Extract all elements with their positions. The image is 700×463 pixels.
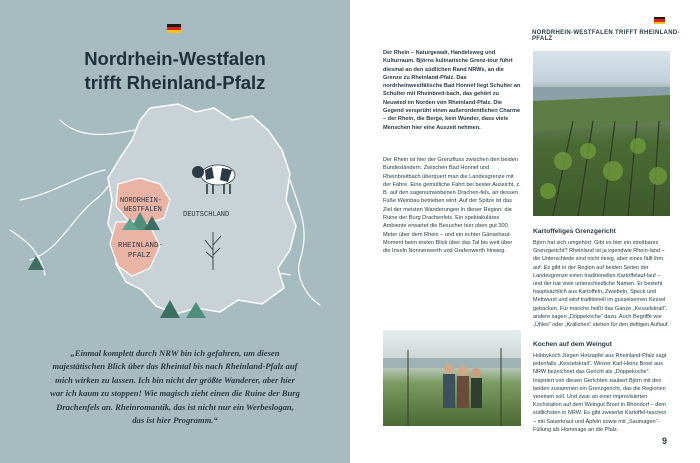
subheading-2: Kochen auf dem Weingut <box>533 341 613 348</box>
germany-map-illustration <box>0 100 350 330</box>
map-label-rp-2: PFALZ <box>128 252 151 260</box>
intro-paragraph: Der Rhein – Naturgewalt, Handelsweg und Kulturraum. Björns kulinarische Grenz-tour führt diesmal an den südlichen Rand NRWs, an die Grenze zu Rheinland-Pfalz. Das nordrheinwestfälische Bad Honnef liegt Schulter an Schulter mit Rheinbreit-bach, das gehört zu Neuwied im Norden von Rheinland-Pfalz. Die Gegend versprüht einen außerordentlichen Charme – der Rhein, die Berge, kein Wunder, dass viele Menschen hier eine Auszeit nehmen. <box>383 50 521 131</box>
right-page <box>350 0 700 463</box>
page-title-line2: trifft Rheinland-Pfalz <box>84 72 266 93</box>
body-paragraph-3: Hobbykoch Jürgen Hotzapfel aus Rheinland-Pfalz sagt jedenfalls „Kesselskrall“. Winzer Karl-Heinz Broel aus NRW bezeichnet das Gericht als „Döppekoche“. Inspiriert von diesen Gerichten zaubert Björn mit den beiden zusammen ein Grenzgericht, das die Regionen vereinen soll. Und zwar an einer improvisierten Kochstation auf dem Weingut Broel in Rhöndorf – dem südlichsten in NRW. Es gibt zweierlei Kartoffel-taschen – mit Sauerkraut und Äpfeln sowie mit „Saumagen“-Füllung als Hommage an die Pfalz. <box>533 353 667 433</box>
map-label-nrw-2: WESTFALEN <box>124 206 162 214</box>
winemakers-photo-graphic <box>383 330 521 426</box>
german-flag-small-icon <box>654 17 665 24</box>
page-title-line1: Nordrhein-Westfalen <box>84 48 266 69</box>
vineyard-photo-graphic <box>533 51 670 216</box>
map-label-rp-1: RHEINLAND- <box>118 242 164 250</box>
illustrated-map <box>0 100 350 330</box>
map-label-nrw-1: NORDRHEIN- <box>120 197 163 205</box>
quote-text: „Einmal komplett durch NRW bin ich gefahren, um diesen majestätischen Blick über das Rheintal bis nach Rheinland-Pfalz auf mich wirken zu lassen. Ich bin nicht der größte Wanderer, aber hier war ich kaum zu stoppen! Wie magisch zieht einen die Ruine der Burg Drachenfels an. Rheinromantik, das ist nicht nur ein Werbeslogan, das ist hier Programm.“ <box>50 348 300 426</box>
body-paragraph-1: Der Rhein ist hier der Grenzfluss zwischen den beiden Bundesländern. Zwischen Bad Honnef und Rheinbreitbach überquert man die Landesgrenze mit der Fähre. Eine gemütliche Fahrt bei bester Aussicht, z. B. auf den sagenumwobenen Drachen-fels, an dessen Füße Weinbau betrieben wird. Auf der Spitze ist das Ziel der meisten Wanderungen in dieser Region: die Ruine der Burg Drachenfels. Ein spektakuläres Ambiente erwartet die Besucher hier oben gut 300 Meter über dem Rhein – und ein echter Gänsehaut-Moment beim ersten Blick über das Tal bis weit über die Inseln Nonnenwerth und Grafenwerth hinweg. <box>383 157 521 255</box>
body-paragraph-2: Björn hat sich umgehört: Gibt es hier ein streitbares Grenzgericht? Rheinland ist ja irgendwie Rhein-land – die Unterschiede sind nicht riesig, aber eines fällt ihm auf: Es gibt in der Region auf beiden Seiten der Landesgrenze einen traditionellen Kartoffelauf-lauf – und der hat viele unterschiedliche Namen. Er besteht hauptsächlich aus Kartoffeln, Zwiebeln, Speck und Mettwurst und wird traditionell im gusseisernen Kessel gebacken. Für manche heißt das Ganze „Kesselskrall“, andere sagen „Döppekoche“ dazu. Auch Begriffe wie „Ühles“ oder „Krällchen“ stehen für den deftigen Auflauf. <box>533 240 670 329</box>
subheading-1: Kartoffeliges Grenzgericht <box>533 228 616 235</box>
page-number: 9 <box>661 436 667 446</box>
german-flag-icon <box>167 24 181 33</box>
vineyard-photo <box>533 51 670 216</box>
running-header: NORDRHEIN-WESTFALEN TRIFFT RHEINLAND-PFALZ <box>532 30 680 42</box>
map-label-de: DEUTSCHLAND <box>183 211 230 219</box>
winemakers-photo <box>383 330 521 426</box>
